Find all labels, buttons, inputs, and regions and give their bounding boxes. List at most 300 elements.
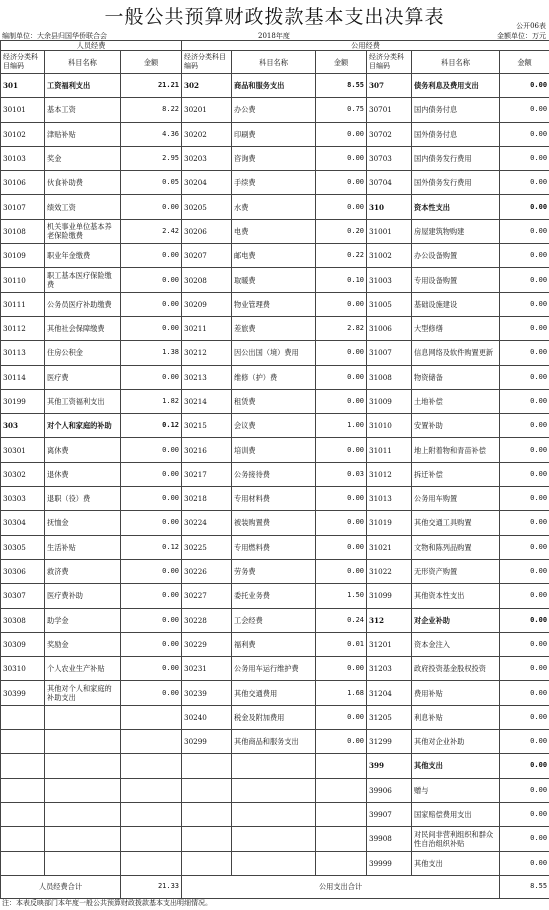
- item-code: 30227: [182, 584, 232, 608]
- item-code: 30225: [182, 535, 232, 559]
- item-amount: 0.00: [316, 705, 367, 729]
- item-name: 电费: [232, 219, 316, 243]
- header-code: 经济分类科目编码: [367, 51, 412, 74]
- item-code: [1, 705, 45, 729]
- item-amount: [316, 778, 367, 802]
- item-name: 利息补贴: [412, 705, 500, 729]
- item-amount: 0.00: [500, 195, 549, 219]
- item-name: [232, 827, 316, 851]
- item-name: [45, 705, 121, 729]
- header-name: 科目名称: [412, 51, 500, 74]
- table-row: [1, 657, 549, 681]
- item-amount: 1.68: [316, 681, 367, 705]
- item-amount: 1.00: [316, 414, 367, 438]
- item-amount: 0.00: [121, 487, 182, 511]
- item-name: 资本性支出: [412, 195, 500, 219]
- item-name: 培训费: [232, 438, 316, 462]
- table-row: [1, 754, 549, 778]
- item-amount: 0.00: [500, 414, 549, 438]
- item-amount: 0.00: [500, 511, 549, 535]
- item-code: 30204: [182, 171, 232, 195]
- item-name: 债务利息及费用支出: [412, 74, 500, 98]
- item-amount: 0.00: [500, 608, 549, 632]
- item-amount: 0.12: [121, 414, 182, 438]
- item-code: 30228: [182, 608, 232, 632]
- item-code: 31204: [367, 681, 412, 705]
- item-name: [45, 851, 121, 875]
- header-amount: 金额: [121, 51, 182, 74]
- item-amount: 0.00: [500, 802, 549, 826]
- item-amount: 0.00: [500, 389, 549, 413]
- item-amount: 0.00: [316, 511, 367, 535]
- item-name: 大型修缮: [412, 316, 500, 340]
- item-code: 30102: [1, 122, 45, 146]
- item-amount: 2.95: [121, 146, 182, 170]
- table-row: [1, 341, 549, 365]
- table-row: [1, 681, 549, 705]
- item-name: [45, 802, 121, 826]
- item-amount: 0.00: [121, 632, 182, 656]
- item-name: 被装购置费: [232, 511, 316, 535]
- item-name: 其他交通工具购置: [412, 511, 500, 535]
- item-amount: [121, 730, 182, 754]
- item-code: 30201: [182, 98, 232, 122]
- item-code: 39906: [367, 778, 412, 802]
- item-amount: 1.38: [121, 341, 182, 365]
- item-code: 30199: [1, 389, 45, 413]
- item-amount: 0.00: [316, 122, 367, 146]
- item-code: 30209: [182, 292, 232, 316]
- item-code: 30306: [1, 559, 45, 583]
- item-name: 办公设备购置: [412, 244, 500, 268]
- item-code: [182, 778, 232, 802]
- item-amount: 0.12: [121, 535, 182, 559]
- item-amount: 0.00: [500, 851, 549, 875]
- item-name: 其他支出: [412, 754, 500, 778]
- item-code: 31299: [367, 730, 412, 754]
- item-amount: 0.00: [121, 365, 182, 389]
- item-name: 公务用车购置: [412, 487, 500, 511]
- item-name: [232, 802, 316, 826]
- table-row: [1, 292, 549, 316]
- item-code: 30702: [367, 122, 412, 146]
- item-name: 住房公积金: [45, 341, 121, 365]
- item-amount: 0.24: [316, 608, 367, 632]
- item-name: 福利费: [232, 632, 316, 656]
- item-amount: 0.00: [500, 778, 549, 802]
- item-code: 302: [182, 74, 232, 98]
- item-amount: 0.00: [121, 559, 182, 583]
- item-amount: [121, 705, 182, 729]
- header-amount: 金额: [500, 51, 549, 74]
- item-code: 31007: [367, 341, 412, 365]
- item-name: 水费: [232, 195, 316, 219]
- expenditure-table: [0, 40, 549, 899]
- item-amount: 0.00: [500, 98, 549, 122]
- item-amount: [121, 754, 182, 778]
- item-amount: 0.00: [500, 584, 549, 608]
- item-code: 30211: [182, 316, 232, 340]
- item-amount: 0.00: [500, 122, 549, 146]
- item-amount: 0.00: [316, 657, 367, 681]
- table-row: [1, 827, 549, 851]
- item-name: 取暖费: [232, 268, 316, 292]
- item-code: 30114: [1, 365, 45, 389]
- item-amount: 0.00: [121, 438, 182, 462]
- item-name: [232, 851, 316, 875]
- item-name: 公务用车运行维护费: [232, 657, 316, 681]
- item-amount: 0.00: [316, 195, 367, 219]
- item-amount: 0.00: [500, 681, 549, 705]
- compiling-unit: 编制单位：大余县归国华侨联合会: [2, 32, 107, 40]
- item-amount: 0.75: [316, 98, 367, 122]
- item-amount: 0.00: [500, 487, 549, 511]
- item-amount: 0.00: [500, 268, 549, 292]
- item-name: 国外债务发行费用: [412, 171, 500, 195]
- item-code: 310: [367, 195, 412, 219]
- item-code: 31021: [367, 535, 412, 559]
- item-name: 信息网络及软件购置更新: [412, 341, 500, 365]
- item-code: [182, 802, 232, 826]
- item-name: 医疗费: [45, 365, 121, 389]
- item-code: 30108: [1, 219, 45, 243]
- item-amount: 0.00: [500, 657, 549, 681]
- table-row: [1, 730, 549, 754]
- item-name: 无形资产购置: [412, 559, 500, 583]
- item-amount: 0.00: [121, 584, 182, 608]
- item-name: 其他资本性支出: [412, 584, 500, 608]
- item-name: 咨询费: [232, 146, 316, 170]
- item-code: 30107: [1, 195, 45, 219]
- item-name: 其他对个人和家庭的补助支出: [45, 681, 121, 705]
- item-code: 307: [367, 74, 412, 98]
- item-name: 抚恤金: [45, 511, 121, 535]
- item-name: 因公出国（境）费用: [232, 341, 316, 365]
- item-name: 对民间非营利组织和群众性自治组织补贴: [412, 827, 500, 851]
- item-name: 文物和陈列品购置: [412, 535, 500, 559]
- item-amount: 1.82: [121, 389, 182, 413]
- item-name: [45, 754, 121, 778]
- item-code: 30304: [1, 511, 45, 535]
- item-name: 职业年金缴费: [45, 244, 121, 268]
- item-amount: 0.00: [500, 730, 549, 754]
- item-name: 差旅费: [232, 316, 316, 340]
- item-code: 30217: [182, 462, 232, 486]
- item-name: 手续费: [232, 171, 316, 195]
- item-amount: 0.00: [121, 657, 182, 681]
- table-row: [1, 146, 549, 170]
- item-amount: 0.00: [316, 146, 367, 170]
- item-name: 物资储备: [412, 365, 500, 389]
- item-name: 个人农业生产补贴: [45, 657, 121, 681]
- item-name: 邮电费: [232, 244, 316, 268]
- item-code: 399: [367, 754, 412, 778]
- item-amount: 0.00: [500, 827, 549, 851]
- item-code: 30106: [1, 171, 45, 195]
- item-code: 30309: [1, 632, 45, 656]
- item-amount: 0.00: [500, 365, 549, 389]
- item-code: 30218: [182, 487, 232, 511]
- item-amount: 0.00: [500, 754, 549, 778]
- item-name: 安置补助: [412, 414, 500, 438]
- item-amount: [121, 827, 182, 851]
- item-code: 39907: [367, 802, 412, 826]
- item-code: 30111: [1, 292, 45, 316]
- item-code: 31203: [367, 657, 412, 681]
- table-row: [1, 171, 549, 195]
- item-code: 31099: [367, 584, 412, 608]
- item-name: 物业管理费: [232, 292, 316, 316]
- item-code: 30207: [182, 244, 232, 268]
- item-code: 301: [1, 74, 45, 98]
- table-row: [1, 98, 549, 122]
- item-code: [1, 730, 45, 754]
- item-amount: 2.82: [316, 316, 367, 340]
- header-code: 经济分类科目编码: [182, 51, 232, 74]
- item-code: 30109: [1, 244, 45, 268]
- item-amount: [316, 754, 367, 778]
- table-row: [1, 316, 549, 340]
- item-name: 退职（役）费: [45, 487, 121, 511]
- table-row: [1, 219, 549, 243]
- item-code: 30310: [1, 657, 45, 681]
- item-amount: 0.00: [316, 438, 367, 462]
- item-name: 地上附着物和青苗补偿: [412, 438, 500, 462]
- item-amount: 0.00: [121, 681, 182, 705]
- table-row: [1, 851, 549, 875]
- item-code: 30299: [182, 730, 232, 754]
- item-amount: 0.20: [316, 219, 367, 243]
- item-amount: 0.00: [121, 608, 182, 632]
- item-name: [45, 827, 121, 851]
- item-code: 39908: [367, 827, 412, 851]
- item-name: 维修（护）费: [232, 365, 316, 389]
- item-name: 基础设施建设: [412, 292, 500, 316]
- table-row: [1, 244, 549, 268]
- item-amount: 1.50: [316, 584, 367, 608]
- public-total-label: 公用支出合计: [182, 875, 500, 898]
- table-row: [1, 462, 549, 486]
- item-code: 303: [1, 414, 45, 438]
- item-name: 绩效工资: [45, 195, 121, 219]
- item-code: 31008: [367, 365, 412, 389]
- item-amount: 0.01: [316, 632, 367, 656]
- item-amount: [316, 827, 367, 851]
- item-name: 工会经费: [232, 608, 316, 632]
- item-amount: 0.03: [316, 462, 367, 486]
- item-code: 30205: [182, 195, 232, 219]
- item-name: 委托业务费: [232, 584, 316, 608]
- table-row: [1, 511, 549, 535]
- item-name: 国家赔偿费用支出: [412, 802, 500, 826]
- item-code: 39999: [367, 851, 412, 875]
- item-name: 其他工资福利支出: [45, 389, 121, 413]
- item-name: 公务接待费: [232, 462, 316, 486]
- item-name: 赠与: [412, 778, 500, 802]
- table-row: [1, 389, 549, 413]
- item-amount: 8.55: [316, 74, 367, 98]
- item-code: 31012: [367, 462, 412, 486]
- item-amount: 0.00: [500, 171, 549, 195]
- item-code: 30229: [182, 632, 232, 656]
- table-row: [1, 559, 549, 583]
- item-code: 31003: [367, 268, 412, 292]
- item-amount: 0.00: [316, 389, 367, 413]
- item-code: 30303: [1, 487, 45, 511]
- item-amount: 0.00: [316, 292, 367, 316]
- item-code: 30239: [182, 681, 232, 705]
- item-name: 其他商品和服务支出: [232, 730, 316, 754]
- item-name: 租赁费: [232, 389, 316, 413]
- item-name: 对个人和家庭的补助: [45, 414, 121, 438]
- item-amount: 0.00: [500, 292, 549, 316]
- item-amount: 0.00: [121, 244, 182, 268]
- money-unit: 金额单位：万元: [497, 32, 546, 40]
- item-name: 会议费: [232, 414, 316, 438]
- item-code: 30213: [182, 365, 232, 389]
- table-row: [1, 584, 549, 608]
- item-name: 拆迁补偿: [412, 462, 500, 486]
- item-code: [1, 778, 45, 802]
- item-code: 30307: [1, 584, 45, 608]
- item-amount: 0.22: [316, 244, 367, 268]
- item-code: 31201: [367, 632, 412, 656]
- table-row: [1, 365, 549, 389]
- item-name: 救济费: [45, 559, 121, 583]
- item-code: 31009: [367, 389, 412, 413]
- item-amount: 0.00: [500, 341, 549, 365]
- item-amount: 0.00: [500, 559, 549, 583]
- item-name: 对企业补助: [412, 608, 500, 632]
- item-amount: 0.00: [121, 292, 182, 316]
- item-code: 30301: [1, 438, 45, 462]
- item-code: 30308: [1, 608, 45, 632]
- item-code: [182, 754, 232, 778]
- item-amount: 8.22: [121, 98, 182, 122]
- item-amount: 0.00: [500, 462, 549, 486]
- item-code: 31013: [367, 487, 412, 511]
- item-amount: 0.00: [316, 535, 367, 559]
- item-name: 退休费: [45, 462, 121, 486]
- item-name: 生活补贴: [45, 535, 121, 559]
- item-amount: 0.00: [500, 438, 549, 462]
- item-name: 费用补贴: [412, 681, 500, 705]
- item-code: 30399: [1, 681, 45, 705]
- item-code: 31205: [367, 705, 412, 729]
- item-amount: [121, 778, 182, 802]
- form-number: 公开06表: [516, 22, 546, 30]
- item-code: 30206: [182, 219, 232, 243]
- item-name: 税金及附加费用: [232, 705, 316, 729]
- item-name: 国外债务付息: [412, 122, 500, 146]
- header-code: 经济分类科目编码: [1, 51, 45, 74]
- table-row: [1, 778, 549, 802]
- item-code: 30240: [182, 705, 232, 729]
- personnel-total-label: 人员经费合计: [1, 875, 121, 898]
- item-name: [45, 778, 121, 802]
- item-name: 专用设备购置: [412, 268, 500, 292]
- item-code: 30214: [182, 389, 232, 413]
- item-amount: 0.00: [316, 365, 367, 389]
- item-amount: 0.00: [316, 730, 367, 754]
- item-name: 土地补偿: [412, 389, 500, 413]
- item-amount: 0.00: [500, 535, 549, 559]
- table-row: [1, 195, 549, 219]
- item-code: 30212: [182, 341, 232, 365]
- table-row: [1, 438, 549, 462]
- item-name: [232, 778, 316, 802]
- item-code: [1, 851, 45, 875]
- item-amount: 0.00: [500, 219, 549, 243]
- page-title: 一般公共预算财政拨款基本支出决算表: [104, 6, 445, 28]
- item-name: 机关事业单位基本养老保险缴费: [45, 219, 121, 243]
- table-row: [1, 74, 549, 98]
- item-code: 30231: [182, 657, 232, 681]
- item-code: 30103: [1, 146, 45, 170]
- item-name: 房屋建筑物购建: [412, 219, 500, 243]
- item-code: 31022: [367, 559, 412, 583]
- item-code: 30202: [182, 122, 232, 146]
- item-amount: 0.00: [121, 268, 182, 292]
- item-amount: 0.00: [121, 195, 182, 219]
- item-code: 31010: [367, 414, 412, 438]
- item-name: 专用燃料费: [232, 535, 316, 559]
- item-code: 30704: [367, 171, 412, 195]
- item-name: 公务员医疗补助缴费: [45, 292, 121, 316]
- item-name: 基本工资: [45, 98, 121, 122]
- table-row: [1, 802, 549, 826]
- item-code: [1, 827, 45, 851]
- item-name: 伙食补助费: [45, 171, 121, 195]
- item-amount: 0.00: [500, 146, 549, 170]
- item-name: 奖励金: [45, 632, 121, 656]
- item-amount: 0.00: [500, 316, 549, 340]
- item-code: 30226: [182, 559, 232, 583]
- item-code: [182, 827, 232, 851]
- item-code: 30208: [182, 268, 232, 292]
- group-public-header: 公用经费: [182, 41, 549, 51]
- header-name: 科目名称: [232, 51, 316, 74]
- item-code: 30216: [182, 438, 232, 462]
- item-amount: 0.00: [316, 559, 367, 583]
- item-amount: 0.00: [316, 487, 367, 511]
- item-name: 国内债务发行费用: [412, 146, 500, 170]
- table-row: [1, 632, 549, 656]
- item-code: 30113: [1, 341, 45, 365]
- item-code: [182, 851, 232, 875]
- item-name: 离休费: [45, 438, 121, 462]
- item-amount: 0.00: [316, 171, 367, 195]
- item-name: 其他交通费用: [232, 681, 316, 705]
- item-amount: 0.00: [500, 244, 549, 268]
- item-code: 30112: [1, 316, 45, 340]
- item-code: 312: [367, 608, 412, 632]
- item-name: 医疗费补助: [45, 584, 121, 608]
- item-code: 31001: [367, 219, 412, 243]
- item-name: 印刷费: [232, 122, 316, 146]
- item-code: 30701: [367, 98, 412, 122]
- table-row: [1, 535, 549, 559]
- item-name: 其他社会保障缴费: [45, 316, 121, 340]
- item-amount: 0.00: [121, 511, 182, 535]
- item-name: 专用材料费: [232, 487, 316, 511]
- item-name: 其他支出: [412, 851, 500, 875]
- item-name: 助学金: [45, 608, 121, 632]
- item-amount: 0.00: [316, 341, 367, 365]
- item-code: [1, 754, 45, 778]
- totals-row: [1, 875, 549, 898]
- item-code: 30110: [1, 268, 45, 292]
